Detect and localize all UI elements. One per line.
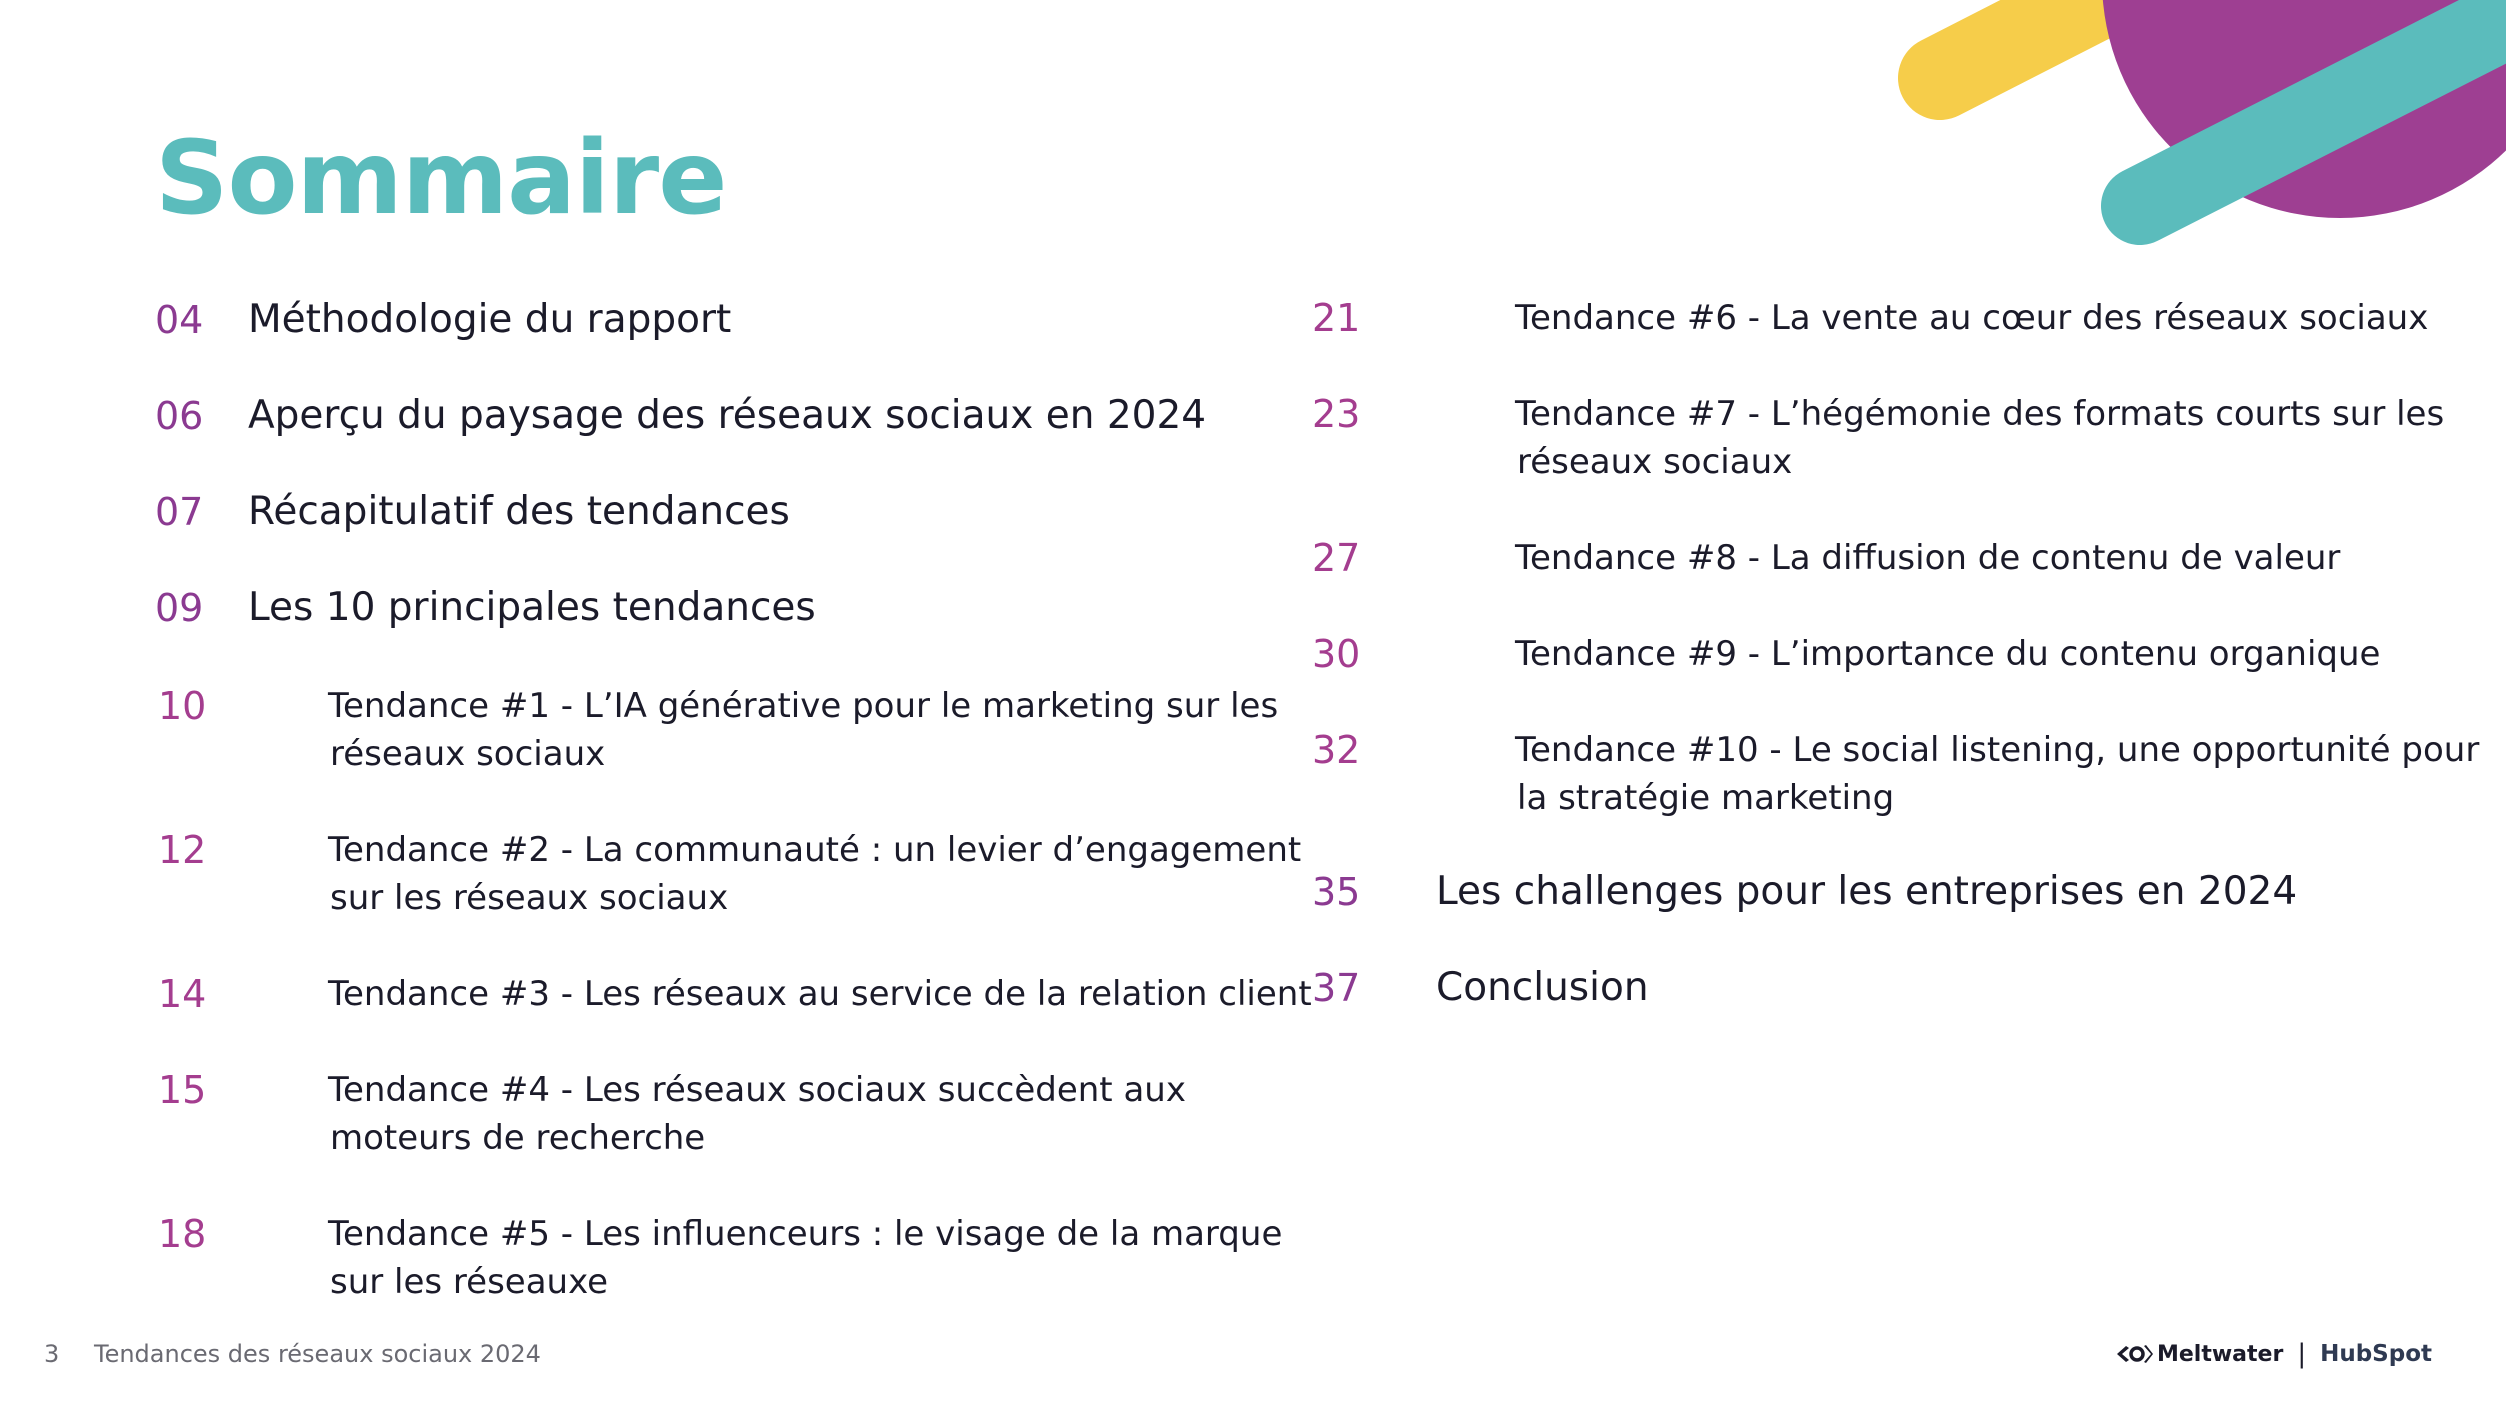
toc-page-number: 23 (1312, 392, 1361, 436)
yellow-stripe (1940, 0, 2210, 78)
toc-label: Méthodologie du rapport (248, 297, 732, 342)
meltwater-wordmark: Meltwater (2156, 1341, 2284, 1367)
toc-label-line1: Tendance #6 - La vente au cœur des réseaux sociaux (1515, 298, 2429, 338)
purple-circle (2102, 0, 2506, 218)
toc-page-number: 04 (155, 298, 204, 342)
toc-page-number: 27 (1312, 536, 1361, 580)
toc-page-number: 15 (158, 1068, 207, 1112)
page-title: Sommaire (155, 119, 727, 238)
toc-page-number: 32 (1312, 728, 1361, 772)
toc-label-line1: Tendance #2 - La communauté : un levier d’engagement (328, 830, 1302, 870)
toc-label: Les challenges pour les entreprises en 2024 (1436, 869, 2298, 914)
toc-label: Conclusion (1436, 965, 1649, 1010)
toc-label-line1: Tendance #10 - Le social listening, une opportunité pour (1515, 730, 2480, 770)
toc-page-number: 12 (158, 828, 207, 872)
hubspot-logo: HubSpot (2320, 1341, 2432, 1367)
toc-page-number: 37 (1312, 966, 1361, 1010)
toc-page-number: 30 (1312, 632, 1361, 676)
toc-page-number: 09 (155, 586, 204, 630)
toc-label-line1: Tendance #8 - La diffusion de contenu de valeur (1515, 538, 2341, 578)
partner-logos (2115, 1338, 2432, 1370)
toc-label-line2: réseaux sociaux (330, 734, 606, 774)
toc-page-number: 35 (1312, 870, 1361, 914)
toc-label-line2: moteurs de recherche (330, 1118, 706, 1158)
meltwater-icon (2115, 1343, 2153, 1365)
toc-page-number: 21 (1312, 296, 1361, 340)
toc-label-line1: Tendance #4 - Les réseaux sociaux succèdent aux (328, 1070, 1186, 1110)
footer-doc-title: Tendances des réseaux sociaux 2024 (94, 1340, 541, 1368)
toc-label: Les 10 principales tendances (248, 585, 816, 630)
toc-label-line1: Tendance #1 - L’IA générative pour le marketing sur les (328, 686, 1279, 726)
toc-page-number: 10 (158, 684, 207, 728)
toc-label: Aperçu du paysage des réseaux sociaux en 2024 (248, 393, 1207, 438)
toc-label-line2: sur les réseaux sociaux (330, 878, 729, 918)
toc-label-line2: sur les réseauxe (330, 1262, 609, 1302)
toc-label-line1: Tendance #3 - Les réseaux au service de la relation client (328, 974, 1312, 1014)
toc-label-line2: la stratégie marketing (1517, 778, 1895, 818)
toc-label-line2: réseaux sociaux (1517, 442, 1793, 482)
toc-page-number: 14 (158, 972, 207, 1016)
toc-page-number: 07 (155, 490, 204, 534)
toc-page-number: 18 (158, 1212, 207, 1256)
toc-label-line1: Tendance #5 - Les influenceurs : le visage de la marque (328, 1214, 1283, 1254)
teal-stripe (2140, 0, 2506, 206)
toc-label-line1: Tendance #9 - L’importance du contenu organique (1515, 634, 2381, 674)
footer-page-number: 3 (44, 1340, 60, 1368)
toc-label: Récapitulatif des tendances (248, 489, 790, 534)
logo-separator: | (2297, 1339, 2307, 1369)
toc-page-number: 06 (155, 394, 204, 438)
meltwater-logo (2115, 1342, 2283, 1367)
toc-label-line1: Tendance #7 - L’hégémonie des formats courts sur les (1515, 394, 2445, 434)
